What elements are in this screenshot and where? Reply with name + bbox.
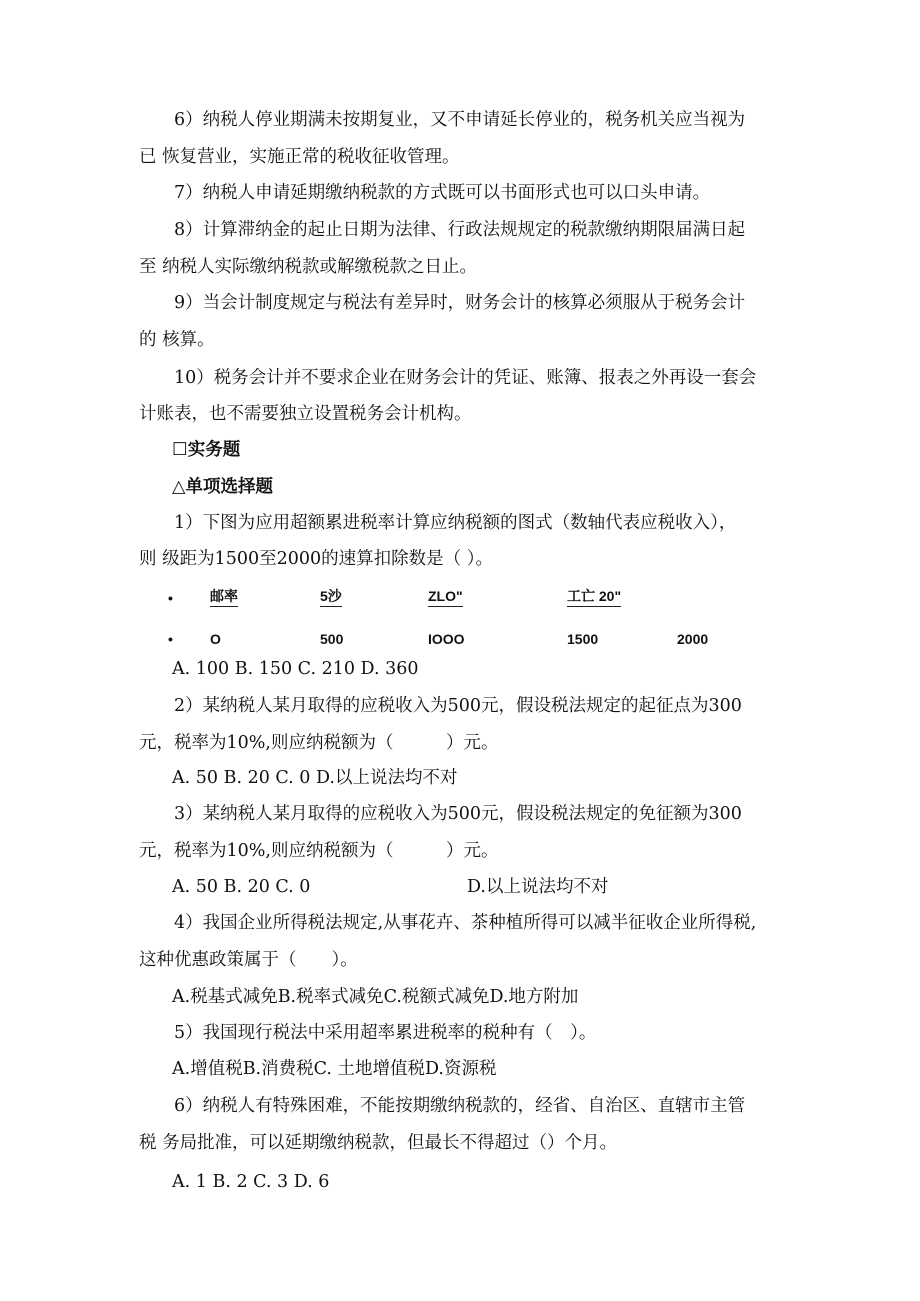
question-2-options: A. 50 B. 20 C. 0 D.以上说法均不对 <box>172 768 458 788</box>
question-4-options: A.税基式减免B.税率式减免C.税额式减免D.地方附加 <box>172 987 579 1007</box>
question-4-line-2: 这种优惠政策属于（ ）。 <box>139 950 358 970</box>
paragraph-9-line-1: 9）当会计制度规定与税法有差异时，财务会计的核算必须服从于税务会计 <box>174 293 746 313</box>
question-3-line-2: 元，税率为10%,则应纳税额为（ ）元。 <box>139 841 499 861</box>
bullet: • <box>168 590 173 606</box>
paragraph-7: 7）纳税人申请延期缴纳税款的方式既可以书面形式也可以口头申请。 <box>174 183 711 203</box>
paragraph-9-line-2: 的 核算。 <box>139 330 215 350</box>
rate-label: ZLO" <box>428 586 463 607</box>
question-3-option-d: D.以上说法均不对 <box>467 877 609 897</box>
question-6-options: A. 1 B. 2 C. 3 D. 6 <box>172 1172 330 1192</box>
question-1-line-2: 则 级距为1500至2000的速算扣除数是（ ）。 <box>139 549 493 569</box>
question-1-line-1: 1）下图为应用超额累进税率计算应纳税额的图式（数轴代表应税收入）， <box>174 513 737 533</box>
question-5-options: A.增值税B.消费税C. 土地增值税D.资源税 <box>172 1059 497 1079</box>
paragraph-10-line-1: 10）税务会计并不要求企业在财务会计的凭证、账簿、报表之外再设一套会 <box>174 368 757 388</box>
axis-tick-label: O <box>210 631 221 647</box>
axis-tick-label: 500 <box>320 631 344 647</box>
paragraph-6-line-1: 6）纳税人停业期满未按期复业，又不申请延长停业的，税务机关应当视为 <box>174 110 746 130</box>
rate-label: 工亡 20" <box>567 586 621 607</box>
figure-axis-row <box>0 627 920 651</box>
axis-tick-label: 2000 <box>677 631 709 647</box>
question-3-line-1: 3）某纳税人某月取得的应税收入为500元，假设税法规定的免征额为300 <box>174 804 742 824</box>
question-1-options: A. 100 B. 150 C. 210 D. 360 <box>172 659 419 679</box>
paragraph-8-line-1: 8）计算滞纳金的起止日期为法律、行政法规规定的税款缴纳期限届满日起 <box>174 220 746 240</box>
rate-label: 邮率 <box>210 586 238 607</box>
bullet: • <box>168 631 173 647</box>
figure-rate-row <box>0 586 920 610</box>
axis-tick-label: IOOO <box>428 631 465 647</box>
question-2-line-1: 2）某纳税人某月取得的应税收入为500元，假设税法规定的起征点为300 <box>174 696 742 716</box>
heading-single-choice: △单项选择题 <box>172 477 273 497</box>
question-4-line-1: 4）我国企业所得税法规定,从事花卉、茶种植所得可以减半征收企业所得税, <box>174 913 757 933</box>
rate-label: 5沙 <box>320 586 342 607</box>
paragraph-10-line-2: 计账表，也不需要独立设置税务会计机构。 <box>139 404 472 424</box>
paragraph-8-line-2: 至 纳税人实际缴纳税款或解缴税款之日止。 <box>139 257 478 277</box>
paragraph-6-line-2: 已 恢复营业，实施正常的税收征收管理。 <box>139 147 460 167</box>
question-3-options-abc: A. 50 B. 20 C. 0 <box>172 877 311 897</box>
axis-tick-label: 1500 <box>567 631 599 647</box>
question-6-line-2: 税 务局批准，可以延期缴纳税款，但最长不得超过（）个月。 <box>139 1133 618 1153</box>
heading-practice: ☐实务题 <box>172 440 241 460</box>
question-5-line-1: 5）我国现行税法中采用超率累进税率的税种有（ ）。 <box>174 1023 597 1043</box>
question-6-line-1: 6）纳税人有特殊困难，不能按期缴纳税款的，经省、自治区、直辖市主管 <box>174 1096 746 1116</box>
question-2-line-2: 元，税率为10%,则应纳税额为（ ）元。 <box>139 733 499 753</box>
